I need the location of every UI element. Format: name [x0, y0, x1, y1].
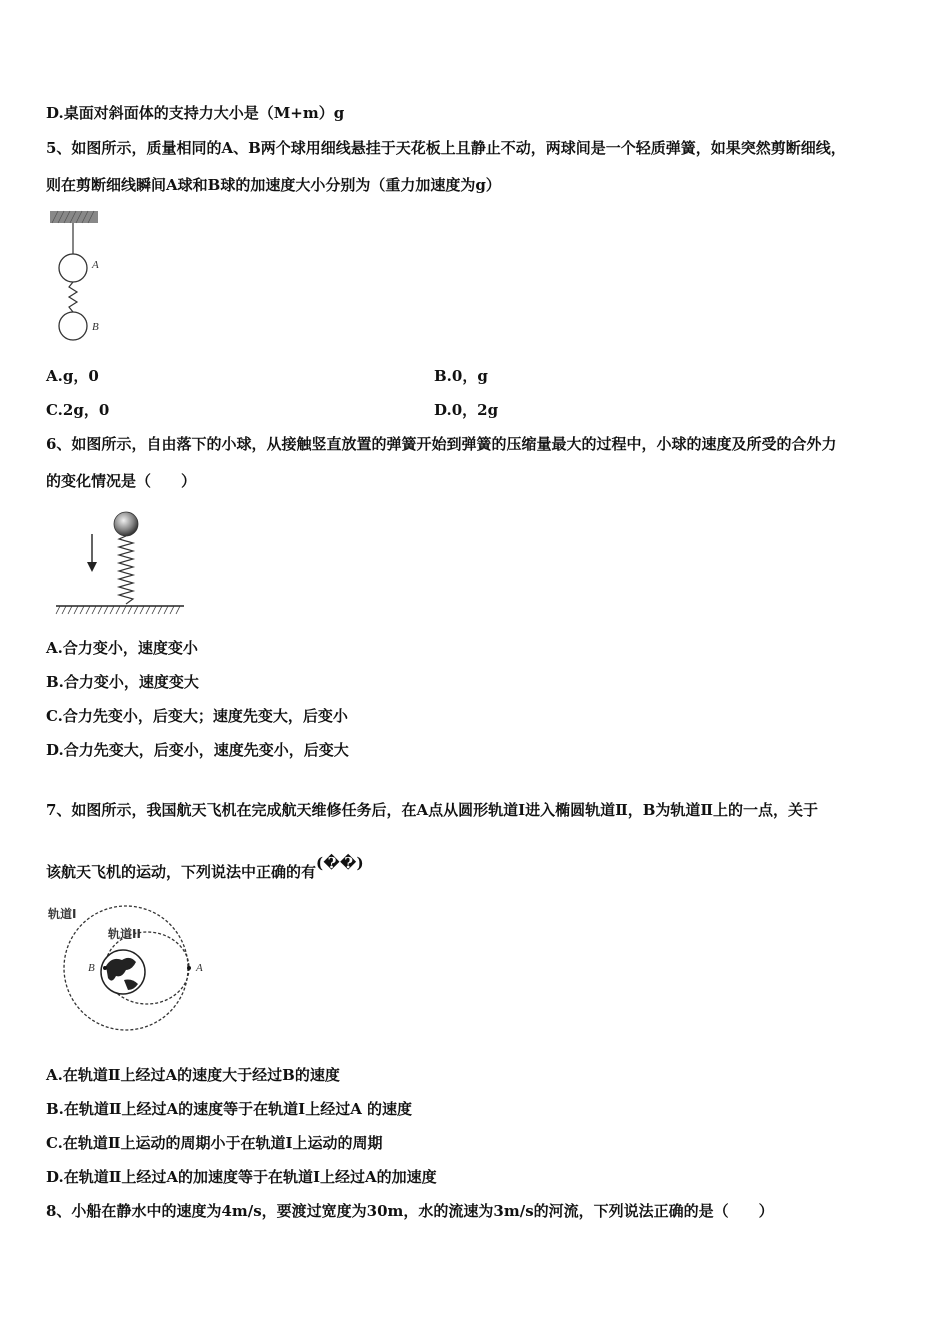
q7-stem-line2-wrap [46, 854, 364, 882]
point-b [103, 966, 107, 970]
q7-option-a: A.在轨道Ⅱ上经过A的速度大于经过B的速度 [46, 1066, 340, 1084]
q5-figure [46, 207, 126, 347]
q8-stem-line1: 8、小船在静水中的速度为4m/s，要渡过宽度为30m，水的流速为3m/s的河流，下列说法正确的是（ ） [46, 1202, 774, 1220]
q6-stem-line1: 6、如图所示，自由落下的小球，从接触竖直放置的弹簧开始到弹簧的压缩量最大的过程中，小球的速度及所受的合外力 [46, 435, 837, 453]
q7-figure [46, 900, 216, 1040]
q6-option-b: B.合力变小，速度变大 [46, 673, 199, 691]
ground-hatch [56, 606, 180, 614]
q5-option-c: C.2g，0 [46, 401, 110, 419]
q4-option-d: D.桌面对斜面体的支持力大小是（M+m）g [46, 104, 345, 122]
ball-b [59, 312, 87, 340]
q6-option-a: A.合力变小，速度变小 [46, 639, 198, 657]
q7-stem-line2-tail: (��) [316, 854, 364, 872]
q7-option-b: B.在轨道Ⅱ上经过A的速度等于在轨道Ⅰ上经过A 的速度 [46, 1100, 413, 1118]
q7-option-c: C.在轨道Ⅱ上运动的周期小于在轨道Ⅰ上运动的周期 [46, 1134, 383, 1152]
q5-option-d: D.0，2g [434, 401, 499, 419]
q5-stem-line1: 5、如图所示，质量相同的A、B两个球用细线悬挂于天花板上且静止不动，两球间是一个轻质弹簧，如果突然剪断细线， [46, 139, 846, 157]
ball [114, 512, 138, 536]
q6-figure [52, 508, 192, 620]
q7-stem-line2: 该航天飞机的运动，下列说法中正确的有 [46, 863, 317, 881]
ball-a [59, 254, 87, 282]
q5-stem-line2: 则在剪断细线瞬间A球和B球的加速度大小分别为（重力加速度为g） [46, 176, 501, 194]
label-b: B [88, 962, 95, 974]
q6-option-c: C.合力先变小，后变大；速度先变大，后变小 [46, 707, 348, 725]
q6-stem-line2: 的变化情况是（ ） [46, 472, 197, 490]
spring [119, 536, 133, 604]
spring [69, 282, 77, 312]
point-a [187, 966, 191, 970]
q7-option-d: D.在轨道Ⅱ上经过A的加速度等于在轨道Ⅰ上经过A的加速度 [46, 1168, 437, 1186]
label-a: A [92, 259, 99, 271]
q5-option-b: B.0，g [434, 367, 488, 385]
label-b: B [92, 321, 99, 333]
q7-stem-line1: 7、如图所示，我国航天飞机在完成航天维修任务后，在A点从圆形轨道Ⅰ进入椭圆轨道Ⅱ，B为轨道Ⅱ上的一点，关于 [46, 801, 819, 819]
q5-option-a: A.g，0 [46, 367, 99, 385]
label-orbit-2: 轨道II [108, 927, 141, 941]
q6-option-d: D.合力先变大，后变小，速度先变小，后变大 [46, 741, 349, 759]
label-a: A [196, 962, 203, 974]
label-orbit-1: 轨道I [48, 907, 77, 921]
falling-arrow-icon [87, 562, 97, 572]
